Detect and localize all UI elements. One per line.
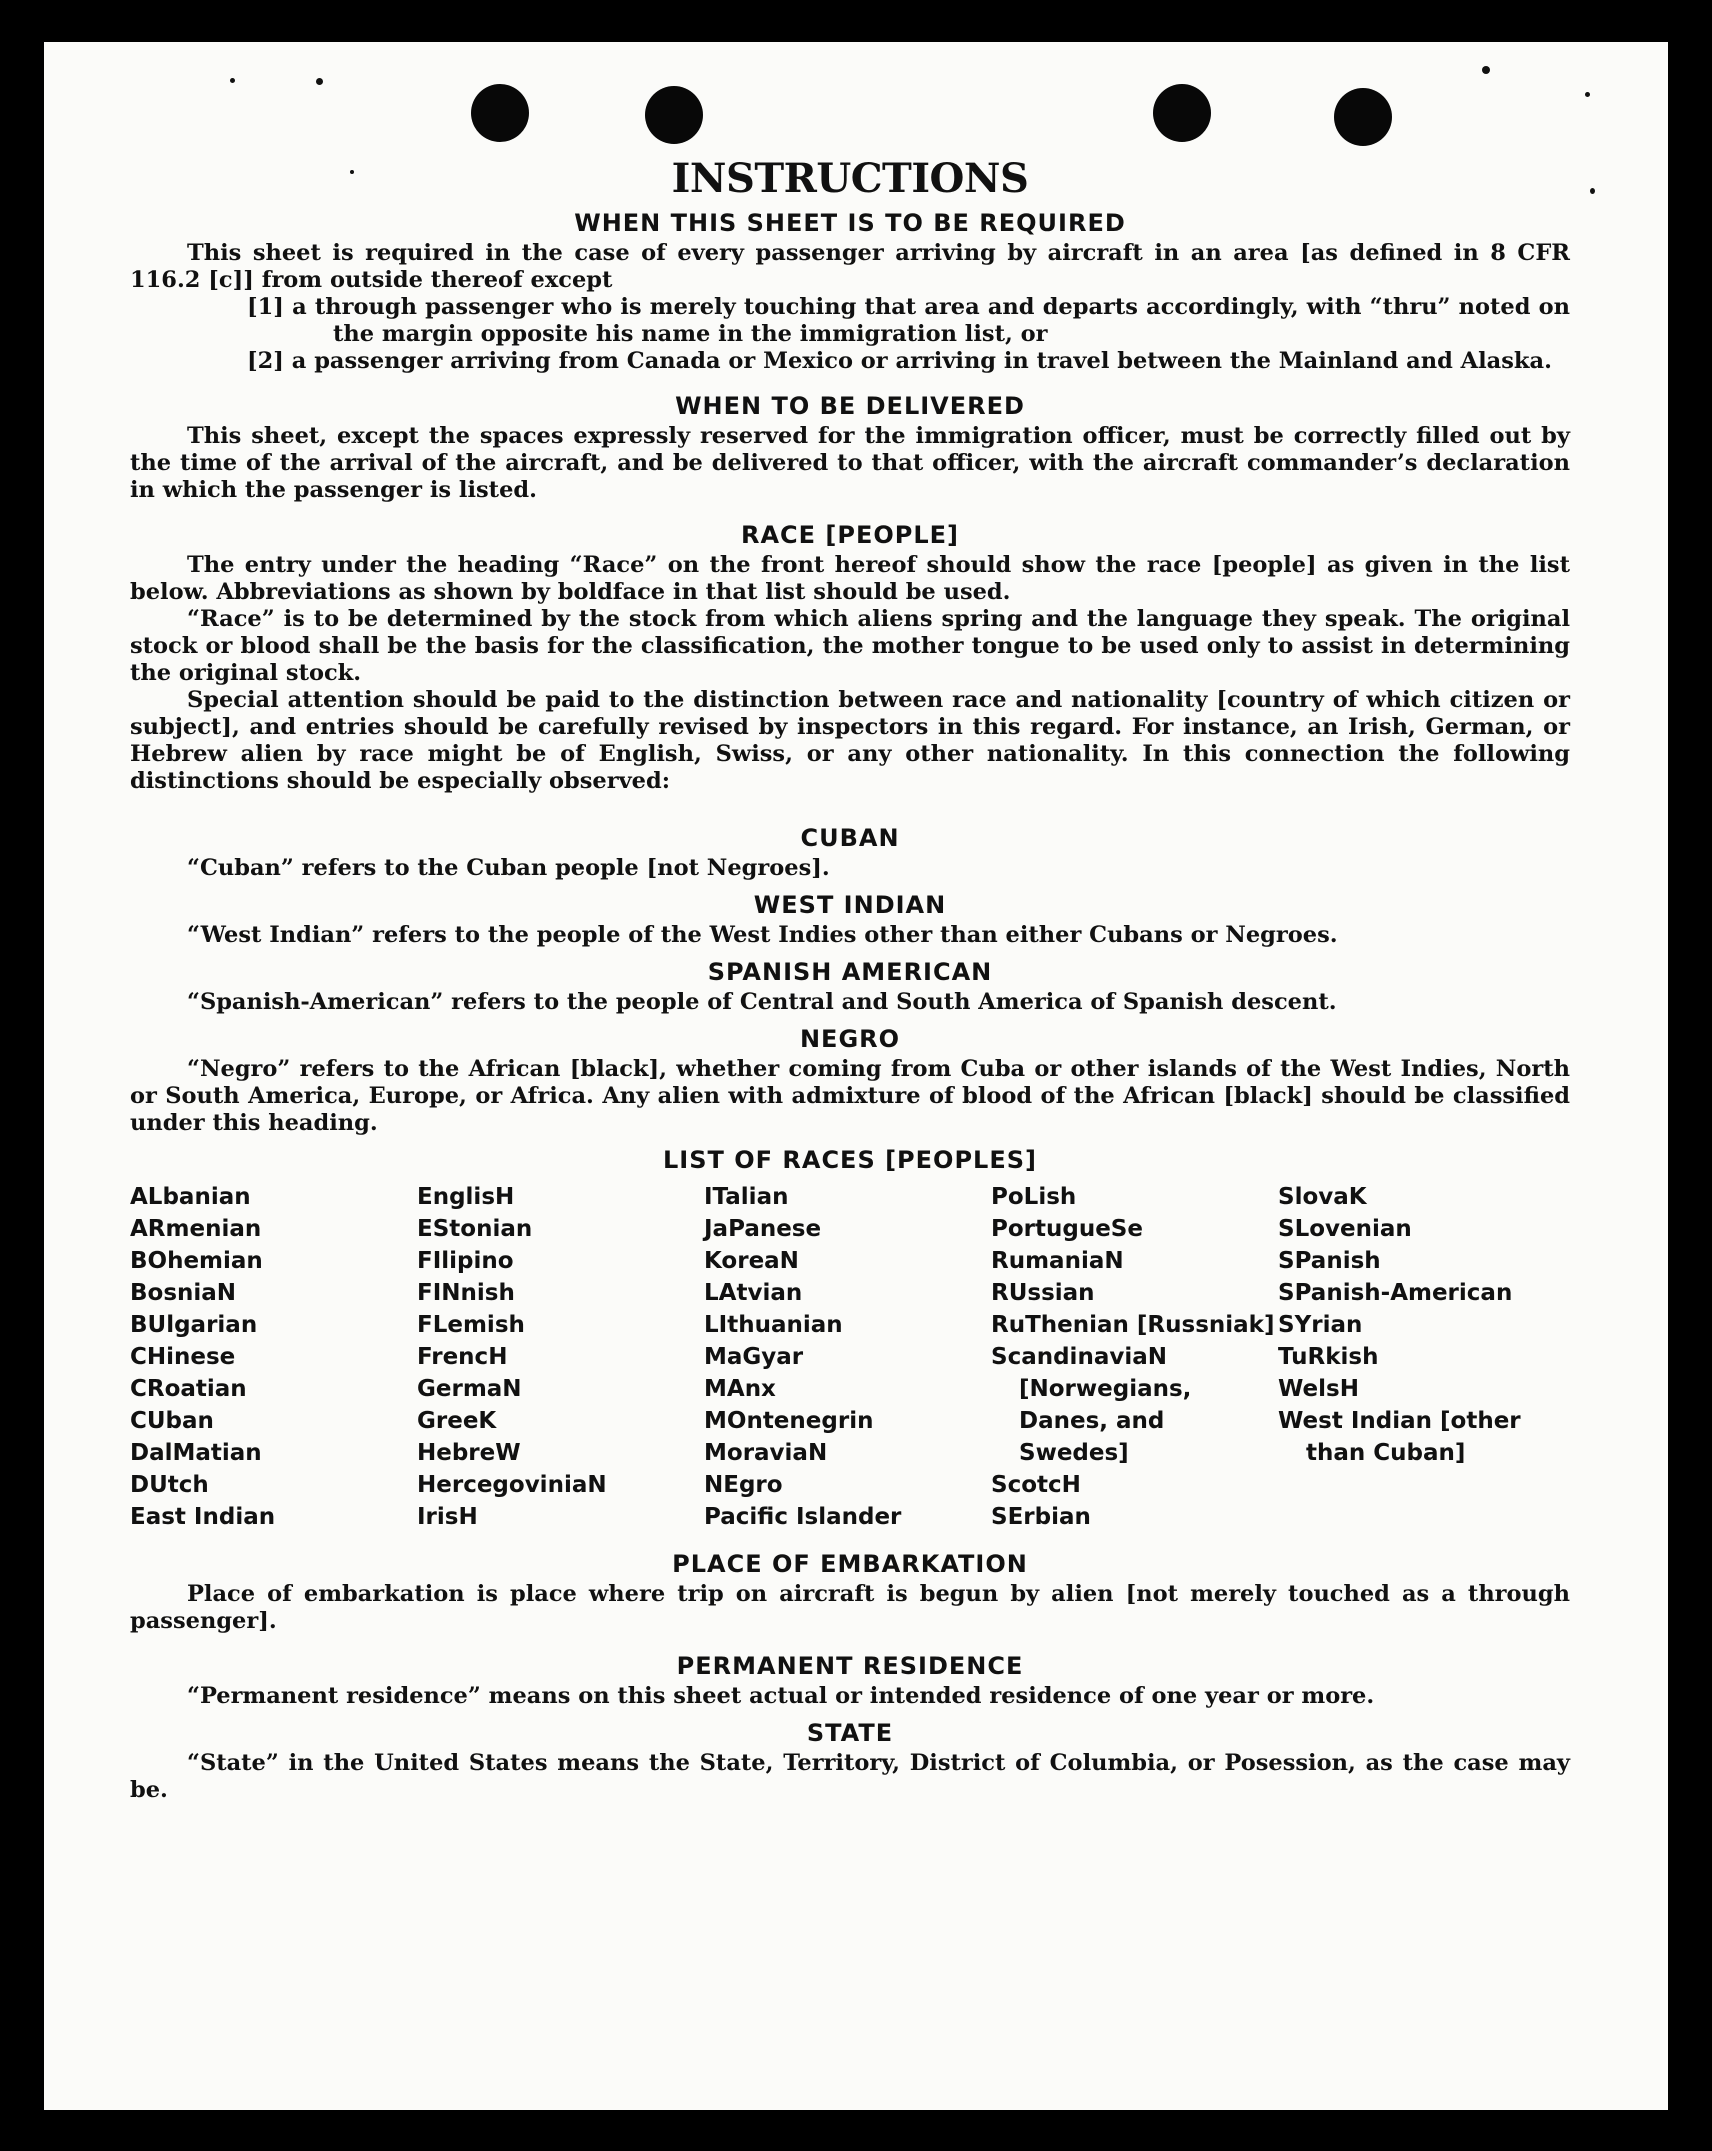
race-entry: GermaN xyxy=(417,1376,522,1402)
heading-west-indian: WEST INDIAN xyxy=(753,891,947,919)
race-entry: MOntenegrin xyxy=(704,1408,874,1434)
races-column xyxy=(991,1181,1278,1533)
race-entry: PortugueSe xyxy=(991,1216,1143,1242)
heading-when-delivered: WHEN TO BE DELIVERED xyxy=(675,392,1025,420)
scan-speck xyxy=(1585,92,1590,97)
race-entry: EStonian xyxy=(417,1216,533,1242)
race-entry: IrisH xyxy=(417,1504,478,1530)
race-entry: CHinese xyxy=(130,1344,236,1370)
negro-text: “Negro” refers to the African [black], whether coming from Cuba or other islands of the West Indies, North or South America, Europe, or Africa. Any alien with admixture of blood of the African [black] should be classified under this heading. xyxy=(130,1056,1570,1136)
punch-hole xyxy=(1153,84,1211,142)
race-entry: NEgro xyxy=(704,1472,783,1498)
heading-list-of-races: LIST OF RACES [PEOPLES] xyxy=(663,1146,1037,1174)
race-entry: SYrian xyxy=(1278,1312,1363,1338)
document-page xyxy=(44,42,1668,2110)
race-entry: BOhemian xyxy=(130,1248,263,1274)
race-entry: CRoatian xyxy=(130,1376,247,1402)
race-entry: LIthuanian xyxy=(704,1312,843,1338)
race-entry: ARmenian xyxy=(130,1216,262,1242)
races-column xyxy=(1278,1181,1570,1533)
punch-hole xyxy=(1334,88,1392,146)
race-entry: ScotcH xyxy=(991,1472,1081,1498)
race-entry: FINnish xyxy=(417,1280,515,1306)
race-entry: BUlgarian xyxy=(130,1312,258,1338)
scan-speck xyxy=(230,78,235,83)
embarkation-text: Place of embarkation is place where trip on aircraft is begun by alien [not merely touched as a through passenger]. xyxy=(130,1581,1570,1634)
heading-cuban: CUBAN xyxy=(800,824,900,852)
state-text: “State” in the United States means the State, Territory, District of Columbia, or Posession, as the case may be. xyxy=(130,1750,1570,1803)
race-entry: FrencH xyxy=(417,1344,508,1370)
race-entry: SlovaK xyxy=(1278,1184,1367,1210)
race-entry: RuThenian [Russniak] xyxy=(991,1312,1275,1338)
race-entry: KoreaN xyxy=(704,1248,799,1274)
race-entry: ITalian xyxy=(704,1184,789,1210)
race-entry: MaGyar xyxy=(704,1344,804,1370)
heading-spanish-american: SPANISH AMERICAN xyxy=(707,958,993,986)
race-entry: Pacific Islander xyxy=(704,1504,902,1530)
race-entry: EnglisH xyxy=(417,1184,515,1210)
races-column xyxy=(417,1181,704,1533)
race-entry: FLemish xyxy=(417,1312,525,1338)
race-entry: GreeK xyxy=(417,1408,497,1434)
heading-state: STATE xyxy=(806,1719,894,1747)
exception-item: [2] a passenger arriving from Canada or Mexico or arriving in travel between the Mainland and Alaska. xyxy=(247,348,1552,374)
race-entry: ALbanian xyxy=(130,1184,251,1210)
race-entry: HercegoviniaN xyxy=(417,1472,607,1498)
race-entry: West Indian [other than Cuban] xyxy=(1278,1408,1521,1466)
race-paragraph: “Race” is to be determined by the stock from which aliens spring and the language they speak. The original stock or blood shall be the basis for the classification, the mother tongue to be used only to assist in determining the original stock. xyxy=(130,606,1570,686)
spanish-american-text: “Spanish-American” refers to the people of Central and South America of Spanish descent. xyxy=(187,989,1337,1015)
scan-speck xyxy=(1482,66,1490,74)
heading-race: RACE [PEOPLE] xyxy=(740,521,960,549)
races-column xyxy=(704,1181,991,1533)
race-entry: WelsH xyxy=(1278,1376,1359,1402)
heading-place-of-embarkation: PLACE OF EMBARKATION xyxy=(672,1550,1028,1578)
page-title: INSTRUCTIONS xyxy=(671,155,1029,202)
race-entry: MoraviaN xyxy=(704,1440,828,1466)
race-paragraph: Special attention should be paid to the distinction between race and nationality [country of which citizen or subject], and entries should be carefully revised by inspectors in this regard. For instance, an Irish, German, or Hebrew alien by race might be of English, Swiss, or any other nationality. In this connection the following distinctions should be especially observed: xyxy=(130,687,1570,794)
race-entry: HebreW xyxy=(417,1440,521,1466)
scan-speck xyxy=(1590,188,1595,194)
race-entry: ScandinaviaN [Norwegians, Danes, and Swedes] xyxy=(991,1344,1192,1466)
race-entry: BosniaN xyxy=(130,1280,237,1306)
residence-text: “Permanent residence” means on this sheet actual or intended residence of one year or more. xyxy=(187,1683,1375,1709)
race-entry: East Indian xyxy=(130,1504,276,1530)
west-indian-text: “West Indian” refers to the people of the West Indies other than either Cubans or Negroes. xyxy=(187,922,1338,948)
race-entry: RumaniaN xyxy=(991,1248,1124,1274)
race-entry: SErbian xyxy=(991,1504,1091,1530)
race-entry: PoLish xyxy=(991,1184,1077,1210)
race-entry: DalMatian xyxy=(130,1440,262,1466)
when-required-text: This sheet is required in the case of every passenger arriving by aircraft in an area [as defined in 8 CFR 116.2 [c]] from outside thereof except xyxy=(130,240,1570,293)
race-entry: MAnx xyxy=(704,1376,776,1402)
heading-permanent-residence: PERMANENT RESIDENCE xyxy=(676,1652,1024,1680)
race-entry: LAtvian xyxy=(704,1280,803,1306)
heading-when-required: WHEN THIS SHEET IS TO BE REQUIRED xyxy=(574,209,1126,237)
race-entry: CUban xyxy=(130,1408,214,1434)
exception-item: [1] a through passenger who is merely touching that area and departs accordingly, with “thru” noted on the margin opposite his name in the immigration list, or xyxy=(247,294,1570,347)
race-entry: SPanish xyxy=(1278,1248,1381,1274)
race-entry: DUtch xyxy=(130,1472,209,1498)
when-delivered-text: This sheet, except the spaces expressly reserved for the immigration officer, must be correctly filled out by the time of the arrival of the aircraft, and be delivered to that officer, with the aircraft commander’s declaration in which the passenger is listed. xyxy=(130,423,1570,503)
races-column xyxy=(130,1181,417,1533)
race-entry: SLovenian xyxy=(1278,1216,1412,1242)
punch-hole xyxy=(645,86,703,144)
cuban-text: “Cuban” refers to the Cuban people [not Negroes]. xyxy=(187,855,830,881)
race-entry: TuRkish xyxy=(1278,1344,1379,1370)
heading-negro: NEGRO xyxy=(799,1025,901,1053)
punch-hole xyxy=(471,84,529,142)
race-entry: SPanish-American xyxy=(1278,1280,1513,1306)
race-entry: FIlipino xyxy=(417,1248,514,1274)
race-paragraph: The entry under the heading “Race” on the front hereof should show the race [people] as given in the list below. Abbreviations as shown by boldface in that list should be used. xyxy=(130,552,1570,605)
scan-speck xyxy=(316,78,323,85)
instructions-body xyxy=(130,154,1570,1804)
races-table xyxy=(130,1181,1570,1533)
race-entry: JaPanese xyxy=(704,1216,822,1242)
race-entry: RUssian xyxy=(991,1280,1095,1306)
